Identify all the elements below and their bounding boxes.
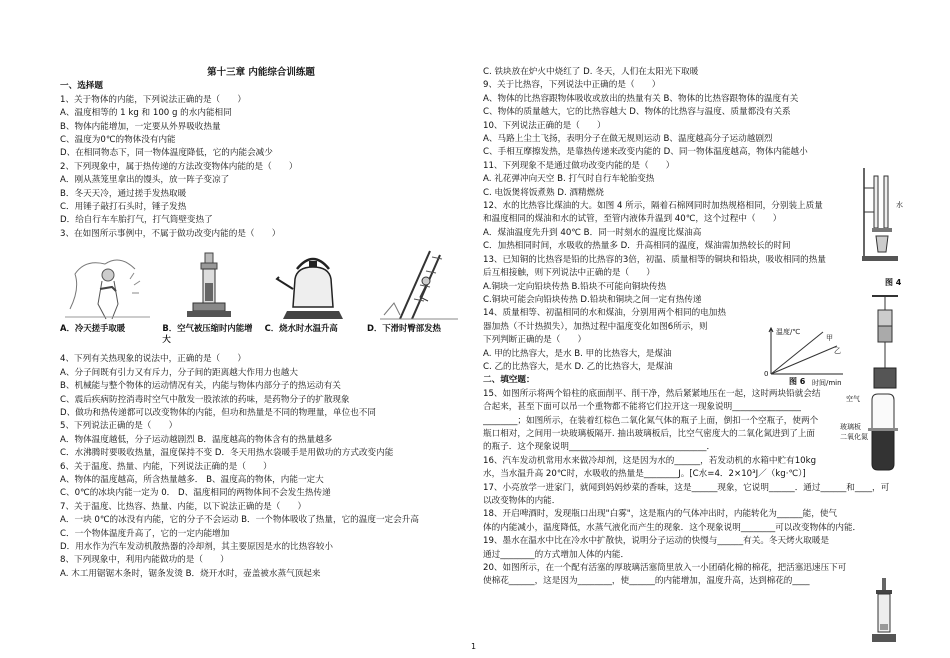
question-line: B、机械能与整个物体的运动情况有关，内能与物体内部分子的热运动有关 xyxy=(60,381,341,392)
question-line: A．一块 0℃的冰没有内能，它的分子不会运动 B．一个物体吸收了热量，它的温度一定会升高 xyxy=(60,515,419,526)
figure-6-curve-a: 甲 xyxy=(826,334,833,342)
fill-blank-line: 的瓶子．这个现象说明________________________________． xyxy=(483,442,716,453)
question-line: D．用水作为汽车发动机散热器的冷却剂，其主要原因是水的比热容较小 xyxy=(60,541,334,552)
question-line: 13、已知铜的比热容是铅的比热容的3倍，初温、质量相等的铜块和铅块，吸收相同的热量 xyxy=(483,254,826,265)
figure-4-heating-apparatus xyxy=(860,166,900,262)
fill-blank-line: 以改变物体的内能． xyxy=(483,496,561,506)
question-line: D、在相同物态下，同一物体温度降低，它的内能会减少 xyxy=(60,148,273,159)
caption-c: C．烧水时水温升高 xyxy=(264,323,338,334)
question-line: 器加热（不计热损失），加热过程中温度变化如图6所示，则 xyxy=(483,321,708,332)
figure-6-origin: 0 xyxy=(764,370,769,378)
figure-4-water-label: 水 xyxy=(896,201,903,209)
figure-6-x-axis: 时间/min xyxy=(812,379,842,387)
question-line: A、温度相等的 1 kg 和 100 g 的水内能相同 xyxy=(60,108,232,119)
question-line: 12、水的比热容比煤油的大。如图 4 所示，隔着石棉网同时加热规格相同，分别装上质量 xyxy=(483,201,823,212)
label-air: 空气 xyxy=(846,395,860,403)
page-title: 第十三章 内能综合训练题 xyxy=(207,67,315,78)
question-line: A、物体的温度越高，所含热量越多． B、温度高的物体，内能一定大 xyxy=(60,474,324,485)
question-line: C．一个物体温度升高了，它的一定内能增加 xyxy=(60,528,230,539)
piston-syringe-figure xyxy=(870,578,898,644)
question-line: 8、下列现象中，利用内能做功的是（ ） xyxy=(60,555,229,566)
right-question-block-2 xyxy=(483,388,893,589)
question-line: C. 乙的比热容大，是水 D. 乙的比热容大，是煤油 xyxy=(483,361,673,372)
fill-blank-line: ________；如图所示，在装着红棕色二氧化氮气体的瓶子上面，倒扣一个空瓶子，使两个 xyxy=(483,415,819,426)
question-line: A. 木工用锯锯木条时，锯条发烫 B．烧开水时，壶盖被水蒸气顶起来 xyxy=(60,568,321,579)
question-line: 下列判断正确的是（ ） xyxy=(483,335,587,346)
fill-blank-line: 18、开启啤酒时，发现瓶口出现"白雾"，这是瓶内的气体冲出时，内能转化为______能，使气 xyxy=(483,509,837,520)
question-line: 10、下列说法正确的是（ ） xyxy=(483,120,606,131)
question-line: A．刚从蒸笼里拿出的馒头，放一阵子变凉了 xyxy=(60,175,230,186)
fill-blank-line: 体的内能减小，温度降低，水蒸气液化而产生的现象．这个现象说明________可以改变物体的内能． xyxy=(483,522,862,533)
caption-b: B．空气被压缩时内能增大 xyxy=(162,323,253,345)
slide-figure xyxy=(370,249,462,321)
question-line: 1、关于物体的内能，下列说法正确的是（ ） xyxy=(60,94,246,105)
label-no2: 二氧化氮 xyxy=(840,433,868,441)
question-line: A、分子间既有引力又有斥力，分子间的距离越大作用力也越大 xyxy=(60,367,298,378)
question-line: B．冬天天冷，通过搓手发热取暖 xyxy=(60,188,187,199)
gas-diffusion-figure xyxy=(866,392,900,472)
question-line: C、手相互摩擦发热，是靠热传递来改变内能的 D、同一物体温度越高，物体内能越小 xyxy=(483,147,808,158)
label-glass-plate: 玻璃板 xyxy=(840,423,861,431)
question-line: C、温度为0℃的物体没有内能 xyxy=(60,135,176,146)
question-line: 后互相接触，则下列说法中正确的是（ ） xyxy=(483,268,655,279)
figure-6-y-axis: 温度/℃ xyxy=(776,328,801,336)
question-line: D．给自行车车胎打气，打气筒壁变热了 xyxy=(60,215,213,226)
figure-4-caption: 图 4 xyxy=(885,278,902,287)
question-line: A、物体的比热容跟物体吸收或放出的热量有关 B、物体的比热容跟物体的温度有关 xyxy=(483,93,799,104)
fill-blank-line: 15、如图所示将两个铅柱的底面削平、削干净，然后紧紧地压在一起，这时两块铅就会结 xyxy=(483,388,821,399)
section-choice-heading: 一、选择题 xyxy=(60,81,103,92)
question-line: 3、在如图所示事例中，不属于做功改变内能的是（ ） xyxy=(60,228,281,239)
caption-d: D．下滑时臀部发热 xyxy=(366,323,441,334)
left-column xyxy=(60,66,462,581)
question-line: C．水沸腾时要吸收热量，温度保持不变 D．冬天用热水袋暖手是用做功的方式改变内能 xyxy=(60,448,394,459)
fill-blank-line: 19、墨水在温水中比在冷水中扩散快，说明分子运动的快慢与______有关。冬天烤火取暖是 xyxy=(483,536,830,547)
question-line: A. 甲的比热容大，是水 B. 甲的比热容大，是煤油 xyxy=(483,348,672,359)
fill-blank-line: 20、如图所示，在一个配有活塞的厚玻璃活塞筒里放入一小团硝化棉的棉花，把活塞迅速压下可 xyxy=(483,563,847,574)
question-line: 11、下列现象不是通过做功改变内能的是（ ） xyxy=(483,160,675,171)
rubbing-hands-figure xyxy=(60,249,152,321)
question-line: A.铜块一定向铅块传热 B.铅块不可能向铜块传热 xyxy=(483,281,667,292)
question-line: C、0℃的冰块内能一定为 0． D、温度相同的两物体间不会发生热传递 xyxy=(60,488,331,499)
question-line: 7、关于温度、比热容、热量、内能，以下说法正确的是（ ） xyxy=(60,501,307,512)
question-line: D、做功和热传递都可以改变物体的内能，但功和热量是不同的物理量，单位也不同 xyxy=(60,407,376,418)
question-line: A．煤油温度先升到 40℃ B．同一时刻水的温度比煤油高 xyxy=(483,227,702,238)
question-line: 4、下列有关热现象的说法中，正确的是（ ） xyxy=(60,354,246,365)
fill-blank-line: 水，当水温升高 20℃时，水吸收的热量是________J。[C水=4．2×10³J／（kg·℃）] xyxy=(483,469,806,480)
question-line: 6、关于温度、热量、内能，下列说法正确的是（ ） xyxy=(60,461,272,472)
question-line: A．物体温度越低，分子运动越剧烈 B．温度越高的物体含有的热量越多 xyxy=(60,434,333,445)
question-line: C．加热相同时间，水吸收的热量多 D．升高相同的温度，煤油需加热较长的时间 xyxy=(483,241,791,252)
question-line: A、马路上尘土飞扬，表明分子在做无规则运动 B、温度越高分子运动越剧烈 xyxy=(483,134,773,145)
question-line: C．用锤子敲打石头时，锤子发热 xyxy=(60,202,187,213)
fill-blank-line: 使棉花______，这是因为________，使______的内能增加，温度升高，达到棉花的____ xyxy=(483,576,810,587)
fill-blank-line: 16、汽车发动机常用水来做冷却剂，这是因为水的______，若发动机的水箱中贮有10kg xyxy=(483,455,817,466)
lead-cylinders-figure xyxy=(870,292,900,392)
question-line: B、物体内能增加，一定要从外界吸收热量 xyxy=(60,121,221,132)
fill-blank-line: 通过________的方式增加人体的内能． xyxy=(483,549,630,560)
left-question-block-1 xyxy=(60,94,462,241)
question-line: 14、质量相等、初温相同的水和煤油，分别用两个相同的电加热 xyxy=(483,308,726,319)
figure-6-curve-b: 乙 xyxy=(834,347,841,355)
fill-blank-line: 瓶口相对，之间用一块玻璃板隔开. 抽出玻璃板后，比空气密度大的二氧化氮进到了上面 xyxy=(483,428,816,439)
question-line: C. 铁块放在炉火中烧红了 D. 冬天，人们在太阳光下取暖 xyxy=(483,67,699,77)
section-fill-heading: 二、填空题： xyxy=(483,375,535,386)
caption-a: A．冷天搓手取暖 xyxy=(60,323,126,334)
q3-figures xyxy=(60,245,462,321)
question-line: 5、下列说法正确的是（ ） xyxy=(60,421,178,432)
boiling-kettle-figure xyxy=(267,249,359,321)
question-line: 2、下列现象中，属于热传递的方法改变物体内能的是（ ） xyxy=(60,161,298,172)
page-number: 1 xyxy=(471,642,477,651)
left-question-block-2 xyxy=(60,353,462,581)
fill-blank-line: 合起来，甚至下面可以吊一个重物都不能将它们拉开这一现象说明________________ xyxy=(483,402,801,413)
q3-captions xyxy=(60,323,462,345)
question-line: 和温度相同的煤油和水的试管，至管内液体升温到 40℃，这个过程中（ ） xyxy=(483,214,782,225)
question-line: C、物体的质量越大，它的比热容越大 D、物体的比热容与温度、质量都没有关系 xyxy=(483,107,791,118)
question-line: C. 电饭煲将饭煮熟 D. 酒精燃烧 xyxy=(483,187,604,198)
figure-6-caption: 图 6 xyxy=(789,377,806,386)
fill-blank-line: 17、小亮放学一进家门，就闻到妈妈炒菜的香味，这是______现象，它说明______．通过______和____，可 xyxy=(483,482,890,493)
question-line: C、震后疾病防控消毒时空气中散发一股浓浓的药味，是药物分子的扩散现象 xyxy=(60,394,350,405)
air-compression-figure xyxy=(163,249,255,321)
question-line: 9、关于比热容，下列说法中正确的是（ ） xyxy=(483,80,661,91)
question-line: C.铜块可能会向铅块传热 D.铅块和铜块之间一定有热传递 xyxy=(483,294,702,305)
question-line: A. 礼花弹冲向天空 B. 打气时自行车轮胎变热 xyxy=(483,174,655,185)
